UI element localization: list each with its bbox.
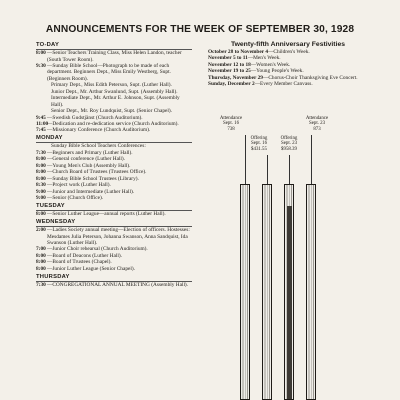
chart-bar	[240, 184, 250, 400]
bar-label-value: 873	[313, 126, 321, 132]
schedule-time: 9:00	[36, 188, 46, 195]
bar-label	[274, 136, 304, 152]
schedule-text: —Senior Luther League—annual reports (Luther Hall).	[47, 211, 166, 218]
schedule-item	[36, 50, 192, 63]
schedule-time: 8:00	[36, 252, 46, 259]
anniversary-title: Twenty-fifth Anniversary Festivities	[230, 41, 346, 48]
bar-label-line2: Sept. 16	[250, 141, 268, 147]
schedule-time: 8:00	[36, 259, 46, 266]
schedule-time: 8:00	[36, 156, 46, 163]
event-dates: November 5 to 11	[208, 55, 248, 62]
anniversary-events	[208, 49, 368, 88]
schedule-item	[36, 282, 192, 288]
schedule-item	[36, 127, 192, 133]
schedule-text: Primary Dept., Miss Edith Peterson, Supt. (Luther Hall).	[51, 82, 172, 89]
schedule-item	[36, 266, 192, 272]
chart-bar	[262, 184, 272, 400]
event-text: —Children's Week.	[268, 48, 310, 55]
event-text: —Young People's Week.	[250, 68, 304, 75]
page-title: ANNOUNCEMENTS FOR THE WEEK OF SEPTEMBER 30, 1928	[45, 24, 355, 35]
schedule-time: 8:00	[36, 50, 46, 57]
schedule-text: —Senior (Church Office).	[47, 195, 104, 202]
anniversary-section	[208, 42, 368, 88]
day-heading: TO-DAY	[36, 42, 192, 50]
schedule-text: —Church Board of Trustees (Trustees Office).	[47, 169, 147, 176]
chart-bar	[306, 184, 316, 400]
anniversary-event	[208, 81, 368, 87]
schedule-time: 7:45	[36, 127, 46, 134]
schedule-time: 7:30	[36, 281, 46, 288]
event-dates: Thursday, November 29	[208, 74, 263, 81]
day-heading: THURSDAY	[36, 274, 192, 282]
bar-fill	[287, 206, 292, 399]
schedule-text: —Project work (Luther Hall).	[47, 182, 111, 189]
bar-leader-line	[311, 135, 312, 184]
bar-label-value: $431.55	[251, 146, 267, 152]
schedule-item	[36, 227, 192, 246]
event-text: —Chorus-Choir Thanksgiving Eve Concert.	[262, 74, 358, 81]
bar-leader-line	[267, 155, 268, 184]
bar-label-line1: Attendance	[219, 116, 243, 121]
day-heading: MONDAY	[36, 135, 192, 143]
bar-label-line2: Sept. 23	[308, 121, 326, 127]
schedule-text: —Junior Choir rehearsal (Church Auditorium).	[47, 246, 148, 253]
bar-label	[216, 116, 246, 132]
event-dates: November 12 to 18	[208, 61, 251, 68]
schedule-text: —General conference (Luther Hall).	[47, 156, 126, 163]
bar-label-value: $958.39	[281, 146, 297, 152]
bar-label	[244, 136, 274, 152]
bar-label-line2: Sept. 16	[222, 121, 240, 127]
schedule-time: 7:30	[36, 149, 46, 156]
schedule-text: Junior Dept., Mr. Arthur Swanlund, Supt. (Assembly Hall).	[51, 88, 178, 95]
schedule-text: —CONGREGATIONAL ANNUAL MEETING (Assembly Hall).	[47, 281, 189, 288]
schedule-time: 9:00	[36, 195, 46, 202]
schedule-time: 8:00	[36, 265, 46, 272]
schedule-text: —Board of Deacons (Luther Hall).	[47, 252, 122, 259]
schedule-time: 8:00	[36, 169, 46, 176]
schedule-text: —Young Men's Club (Assembly Hall).	[47, 162, 131, 169]
schedule-text: —Junior Luther League (Senior Chapel).	[47, 265, 135, 272]
schedule-item	[36, 195, 192, 201]
schedule-text: —Dedication and re-dedication service (Church Auditorium).	[47, 121, 179, 128]
schedule-time: 7:00	[36, 246, 46, 253]
schedule-item	[36, 211, 192, 217]
schedule-text: Senior Dept., Mr. Roy Lundquist, Supt. (Senior Chapel).	[51, 108, 172, 115]
bar-label-line2: Sept. 23	[280, 141, 298, 147]
event-dates: November 19 to 25	[208, 68, 251, 75]
weekly-schedule	[36, 42, 192, 288]
event-text: —Women's Week.	[250, 61, 291, 68]
schedule-time: 8:30	[36, 182, 46, 189]
schedule-time: 8:00	[36, 175, 46, 182]
bar-label-value: 738	[227, 126, 235, 132]
bar-leader-line	[289, 155, 290, 184]
schedule-item	[36, 63, 192, 82]
bar-label-line1: Offering	[280, 136, 298, 141]
schedule-time: 11:00	[36, 121, 49, 128]
schedule-text: —Beginners and Primary (Luther Hall).	[47, 149, 133, 156]
schedule-time: 8:00	[36, 162, 46, 169]
schedule-text: —Ladies Society annual meeting—Election of officers. Hostesses: Mesdames Julia Peterson, Johanna Swanson, Anna Sandquist, Ida Swanson (Luther Hall).	[47, 227, 190, 247]
schedule-text: —Board of Trustees (Chapel).	[47, 259, 112, 266]
schedule-text: —Sunday Bible School Trustees (Library).	[47, 175, 139, 182]
day-heading: TUESDAY	[36, 203, 192, 211]
schedule-text: Sunday Bible School Teachers Conferences:	[51, 143, 146, 150]
event-dates: October 28 to November 4	[208, 48, 269, 55]
schedule-time: 8:00	[36, 211, 46, 218]
schedule-item	[36, 95, 192, 108]
schedule-text: —Senior Teachers Training Class, Miss Helen Landon, teacher (South Tower Room).	[47, 50, 182, 63]
bar-label	[302, 116, 332, 132]
day-heading: WEDNESDAY	[36, 219, 192, 227]
schedule-text: —Swedish Gudstjänst (Church Auditorium).	[47, 114, 143, 121]
schedule-text: —Junior and Intermediate (Luther Hall).	[47, 188, 135, 195]
bar-label-line1: Offering	[250, 136, 268, 141]
schedule-text: —Sunday Bible School—Photograph to be made of each department. Beginners Dept., Miss Emily Westberg, Supt. (Beginners Room).	[47, 62, 171, 82]
chart-bar	[284, 184, 294, 400]
schedule-time: 2:00	[36, 227, 46, 234]
schedule-time: 9:45	[36, 114, 46, 121]
schedule-time: 9:30	[36, 62, 46, 69]
attendance-offering-chart	[202, 114, 376, 400]
bar-label-line1: Attendance	[305, 116, 329, 121]
schedule-text: —Missionary Conference (Church Auditorium).	[47, 127, 151, 134]
schedule-text: Intermediate Dept., Mr. Arthur E. Johnson, Supt. (Assembly Hall).	[51, 95, 180, 108]
event-text: —Men's Week.	[247, 55, 281, 62]
event-text: —Every Member Canvass.	[254, 81, 313, 88]
event-dates: Sunday, December 2	[208, 81, 255, 88]
